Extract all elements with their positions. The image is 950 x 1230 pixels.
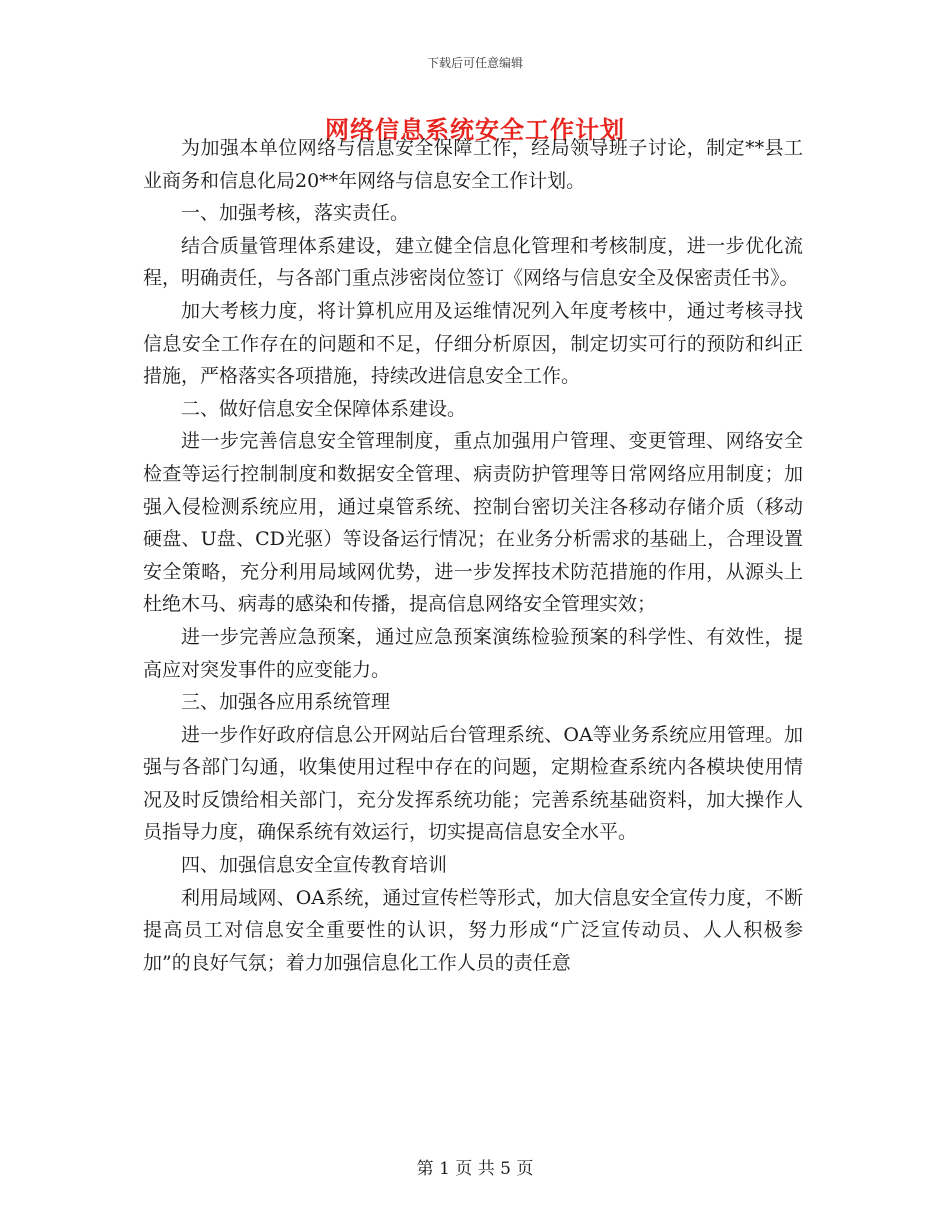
- paragraph: 加大考核力度，将计算机应用及运维情况列入年度考核中，通过考核寻找信息安全工作存在的问题和不足，仔细分析原因，制定切实可行的预防和纠正措施，严格落实各项措施，持续改进信息安全工作。: [143, 299, 803, 388]
- header-note: 下载后可任意编辑: [426, 56, 523, 70]
- paragraph: 进一步作好政府信息公开网站后台管理系统、OA等业务系统应用管理。加强与各部门勾通，收集使用过程中存在的问题，定期检查系统内各模块使用情况及时反馈给相关部门，充分发挥系统功能；完善系统基础资料，加大操作人员指导力度，确保系统有效运行，切实提高信息安全水平。: [143, 723, 803, 844]
- page-number: 第 1 页 共 5 页: [416, 1159, 534, 1179]
- document-body: [143, 132, 803, 979]
- paragraph: 利用局域网、OA系统，通过宣传栏等形式，加大信息安全宣传力度，不断提高员工对信息安全重要性的认识，努力形成“广泛宣传动员、人人积极参加”的良好气氛；着力加强信息化工作人员的责任意: [143, 886, 803, 974]
- section-heading-1: 一、加强考核，落实责任。: [181, 202, 410, 225]
- section-heading-2: 二、做好信息安全保障体系建设。: [181, 397, 467, 420]
- paragraph: 进一步完善信息安全管理制度，重点加强用户管理、变更管理、网络安全检查等运行控制制度和数据安全管理、病责防护管理等日常网络应用制度；加强入侵检测系统应用，通过桌管系统、控制台密切关注各移动存储介质（移动硬盘、U盘、CD光驱）等设备运行情况；在业务分析需求的基础上，合理设置安全策略，充分利用局域网优势，进一步发挥技术防范措施的作用，从源头上杜绝木马、病毒的感染和传播，提高信息网络安全管理实效；: [143, 430, 803, 616]
- section-heading-3: 三、加强各应用系统管理: [181, 691, 391, 714]
- section-heading-4: 四、加强信息安全宣传教育培训: [181, 854, 448, 877]
- paragraph-intro: 为加强本单位网络与信息安全保障工作，经局领导班子讨论，制定**县工业商务和信息化局20**年网络与信息安全工作计划。: [143, 137, 803, 192]
- document-title: 网络信息系统安全工作计划: [325, 115, 625, 144]
- paragraph: 结合质量管理体系建设，建立健全信息化管理和考核制度，进一步优化流程，明确责任，与各部门重点涉密岗位签订《网络与信息安全及保密责任书》。: [143, 234, 803, 290]
- paragraph: 进一步完善应急预案，通过应急预案演练检验预案的科学性、有效性，提高应对突发事件的应变能力。: [143, 625, 803, 681]
